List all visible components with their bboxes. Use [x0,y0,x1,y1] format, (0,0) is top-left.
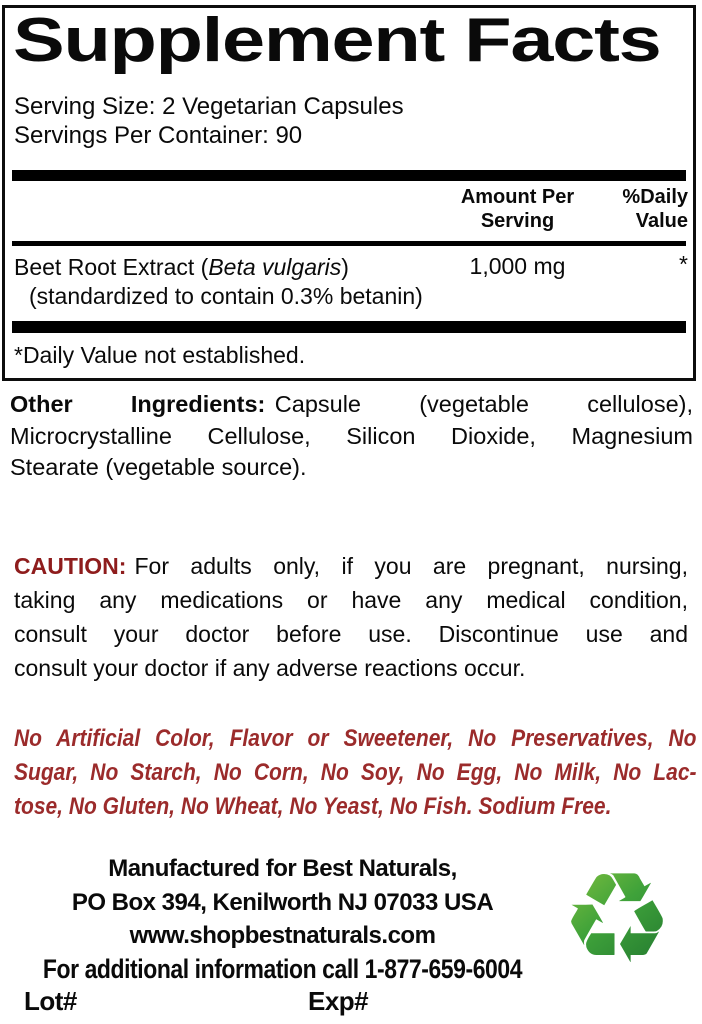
ingredient-name-pre: Beet Root Extract ( [14,254,209,280]
column-header-amount [440,185,595,233]
header-rule [12,241,686,246]
manufacturer-line: Manufactured for Best Naturals, [108,855,457,882]
other-ingredients-section [10,389,693,484]
thick-rule-bottom [12,321,686,333]
claims-section [14,722,697,824]
caution-line1-text: For adults only, if you are pregnant, nursing, [134,553,688,579]
ingredient-botanical-name: Beta vulgaris [208,254,342,280]
column-header-amount-line1: Amount Per [460,186,575,208]
caution-line3: consult your doctor before use. Discontinue use and [14,621,688,647]
column-header-amount-line2: Serving [480,210,555,232]
ingredient-name-post: ) [341,254,349,280]
claims-line1: No Artificial Color, Flavor or Sweetener, No Preservatives, No [14,725,697,752]
ingredient-name [14,253,349,281]
servings-per-container: Servings Per Container: 90 [14,122,303,149]
ingredient-amount: 1,000 mg [469,253,566,279]
lot-number-label: Lot# [24,986,77,1016]
column-header-dv-line2: Value [635,210,688,232]
caution-line2: taking any medications or have any medical condition, [14,587,688,613]
other-ingredients-line3: Stearate (vegetable source). [10,454,307,480]
other-ingredients-line2: Microcrystalline Cellulose, Silicon Dioxide, Magnesium [10,422,693,449]
ingredient-daily-value: * [679,251,688,277]
claims-line3: tose, No Gluten, No Wheat, No Yeast, No Fish. Sodium Free. [14,793,612,820]
other-ingredients-line1 [10,389,693,421]
manufacturer-address: PO Box 394, Kenilworth NJ 07033 USA [71,888,494,916]
caution-line1 [14,549,688,583]
exp-date-label: Exp# [308,986,369,1016]
recycle-icon: ♻ [558,846,676,996]
manufacturer-phone: For additional information call 1-877-659-6004 [42,953,523,984]
serving-size: Serving Size: 2 Vegetarian Capsules [14,93,404,120]
manufacturer-website: www.shopbestnaturals.com [129,922,436,949]
caution-label: CAUTION: [14,553,127,579]
column-header-daily-value [602,185,688,233]
ingredient-standardization-note: (standardized to contain 0.3% betanin) [29,283,423,309]
panel-title: Supplement Facts [13,6,661,75]
supplement-facts-panel [2,5,696,381]
daily-value-footnote: *Daily Value not established. [14,342,306,368]
caution-section [14,549,688,685]
claims-line2: Sugar, No Starch, No Corn, No Soy, No Egg, No Milk, No Lac- [14,759,697,786]
other-ingredients-line1-text: Capsule (vegetable cellulose), [274,391,693,417]
column-header-dv-line1: %Daily [622,186,688,208]
manufacturer-section [0,852,565,986]
thick-rule-top [12,170,686,181]
other-ingredients-label: Other Ingredients: [10,391,266,417]
caution-line4: consult your doctor if any adverse reactions occur. [14,655,526,681]
